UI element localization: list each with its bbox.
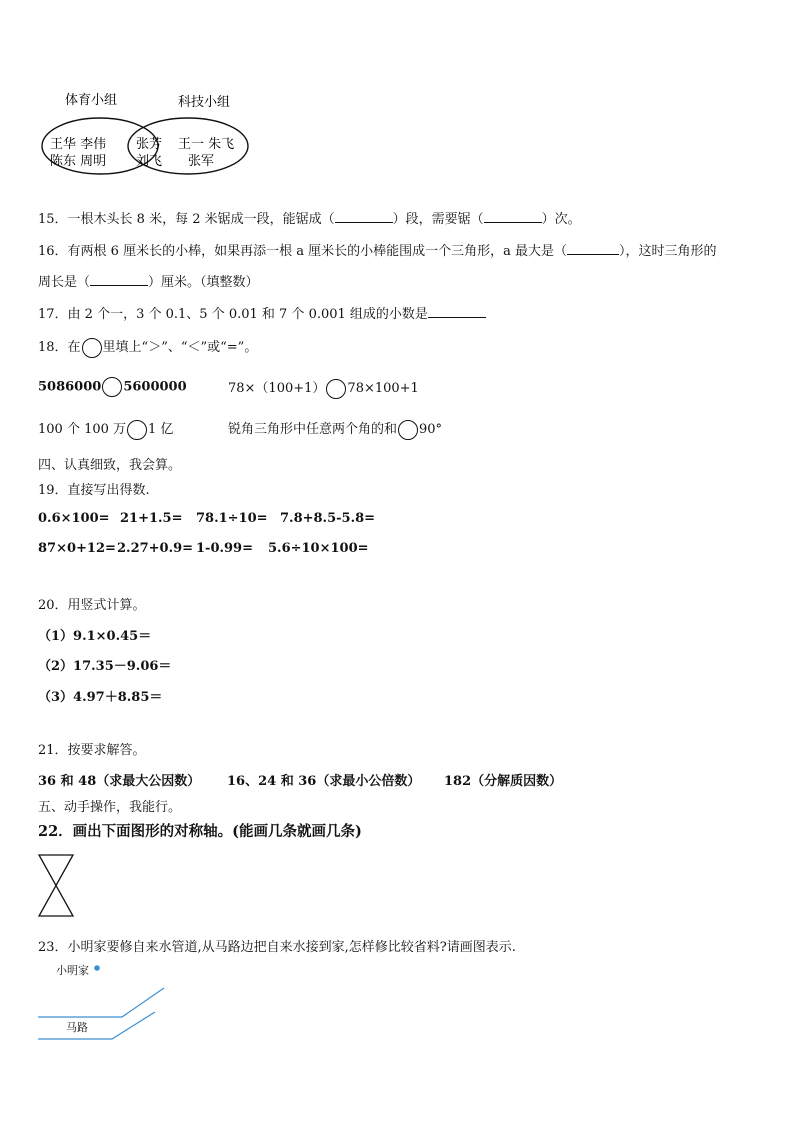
venn-right-names-2: 张军 (188, 154, 215, 169)
road-upper-edge (38, 988, 164, 1017)
q19-row2-item3: 1-0.99= (196, 541, 253, 556)
q15-blank-1[interactable] (335, 210, 393, 223)
road-lower-edge (38, 1012, 155, 1039)
q18-r1a-left: 5086000 (38, 379, 102, 395)
q21-item2: 16、24 和 36（求最小公倍数） (227, 774, 421, 789)
q18-r1b-circle[interactable] (326, 379, 346, 399)
q16-text-post: ），这时三角形的 (618, 244, 717, 259)
q16-blank-1[interactable] (567, 242, 619, 255)
q18-r2a-left: 100 个 100 万 (38, 422, 127, 437)
q18-text-pre: 18．在 (38, 340, 81, 355)
q23-title: 23．小明家要修自来水管道,从马路边把自来水接到家,怎样修比较省料?请画图表示. (38, 940, 516, 955)
road-label-text: 马路 (66, 1021, 88, 1034)
venn-diagram (38, 86, 254, 182)
road-diagram (36, 960, 170, 1044)
q20-item3: （3）4.97＋8.85＝ (38, 690, 163, 705)
q17-text: 17．由 2 个一，3 个 0.1、5 个 0.01 和 7 个 0.001 组成的小数是 (38, 307, 428, 322)
venn-left-names-2: 陈东 周明 (50, 154, 107, 169)
q18-row2-b (228, 418, 442, 440)
venn-left-names-1: 王华 李伟 (50, 137, 107, 152)
q18-r1b-right: 78×100+1 (347, 381, 419, 396)
q17-blank[interactable] (428, 305, 486, 318)
q15-blank-2[interactable] (484, 210, 542, 223)
venn-center-names-2: 刘飞 (136, 154, 163, 169)
road-label (66, 1019, 88, 1035)
q16-blank-2[interactable] (90, 273, 148, 286)
q21-item1: 36 和 48（求最大公因数） (38, 774, 201, 789)
section-5-title: 五、动手操作，我能行。 (38, 800, 182, 815)
q19-row1-item2: 21+1.5= (120, 511, 183, 526)
q21-item3: 182（分解质因数） (444, 774, 563, 789)
q18-r2a-circle[interactable] (127, 420, 147, 440)
question-16-line1 (38, 240, 717, 259)
q16-line2-pre: 周长是（ (38, 275, 91, 290)
q18-text-post: 里填上“＞”、“＜”或“=”。 (102, 340, 258, 355)
q18-example-circle (82, 338, 102, 358)
q19-row2-item2: 2.27+0.9= (117, 541, 194, 556)
q18-r2b-circle[interactable] (398, 420, 418, 440)
q20-title: 20．用竖式计算。 (38, 598, 146, 613)
question-15 (38, 208, 581, 227)
q20-item1: （1）9.1×0.45＝ (38, 629, 152, 644)
q19-row2-item4: 5.6÷10×100= (268, 541, 369, 556)
q18-r2a-right: 1 亿 (148, 422, 174, 437)
q21-title: 21．按要求解答。 (38, 743, 146, 758)
question-16-line2 (38, 271, 259, 290)
q19-title: 19．直接写出得数. (38, 483, 150, 498)
q16-line2-post: ）厘米。（填整数） (148, 275, 259, 290)
q18-r1b-left: 78×（100+1） (228, 381, 326, 396)
q18-r1a-right: 5600000 (123, 379, 187, 395)
q15-text-post: ）次。 (541, 212, 581, 227)
q18-r1a-circle[interactable] (102, 377, 122, 397)
q19-row1-item1: 0.6×100= (38, 511, 110, 526)
venn-right-title: 科技小组 (178, 95, 231, 110)
home-label-text: 小明家 (56, 964, 89, 977)
q16-text-pre: 16．有两根 6 厘米长的小棒，如果再添一根 a 厘米长的小棒能围成一个三角形，a 最大是（ (38, 244, 567, 259)
hourglass-figure (36, 853, 78, 919)
q18-row1-b (228, 377, 419, 399)
q18-row1-a (38, 377, 187, 397)
venn-right-names-1: 王一 朱飞 (178, 137, 235, 152)
q18-row2-a (38, 418, 173, 440)
q19-row1-item4: 7.8+8.5-5.8= (280, 511, 376, 526)
venn-left-title: 体育小组 (65, 93, 118, 108)
q19-row1-item3: 78.1÷10= (196, 511, 268, 526)
venn-center-names-1: 张芳 (136, 137, 163, 152)
q18-r2b-right: 90° (419, 422, 443, 437)
section-4-title: 四、认真细致，我会算。 (38, 458, 182, 473)
question-17 (38, 303, 486, 322)
q15-text-pre: 15．一根木头长 8 米，每 2 米锯成一段，能锯成（ (38, 212, 335, 227)
q20-item2: （2）17.35－9.06＝ (38, 659, 172, 674)
q22-title: 22．画出下面图形的对称轴。(能画几条就画几条) (38, 823, 362, 840)
question-18 (38, 336, 257, 358)
q15-text-mid: ）段，需要锯（ (392, 212, 484, 227)
q19-row2-item1: 87×0+12= (38, 541, 116, 556)
q18-r2b-left: 锐角三角形中任意两个角的和 (228, 422, 398, 437)
home-dot (94, 965, 100, 971)
